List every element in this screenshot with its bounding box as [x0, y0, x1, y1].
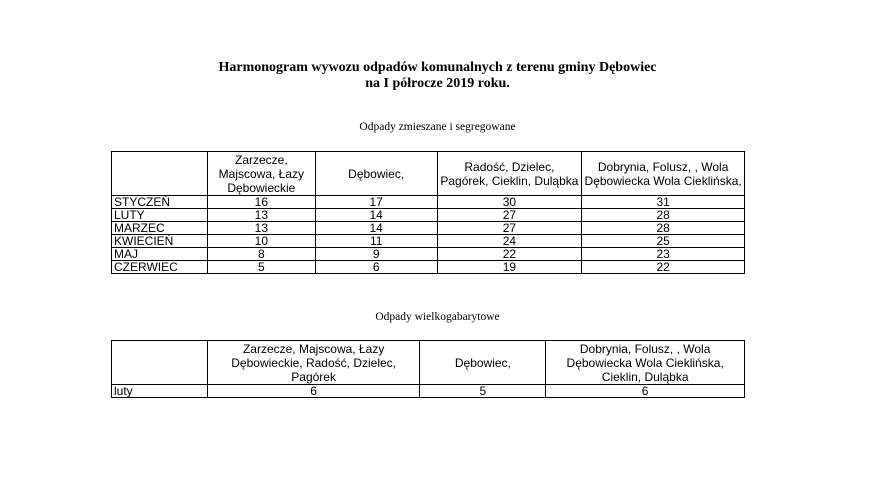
date-cell: 22: [582, 261, 745, 274]
title-line-1: Harmonogram wywozu odpadów komunalnych z terenu gminy Dębowiec: [218, 60, 657, 75]
month-cell: CZERWIEC: [112, 261, 208, 274]
date-cell: 11: [315, 235, 437, 248]
table-header-row: [112, 341, 745, 385]
date-cell: 17: [315, 196, 437, 209]
date-cell: 16: [207, 196, 315, 209]
table-header-row: [112, 152, 745, 196]
table-row: [112, 196, 745, 209]
month-cell: LUTY: [112, 209, 208, 222]
date-cell: 6: [546, 385, 745, 398]
date-cell: 6: [207, 385, 420, 398]
date-cell: 19: [437, 261, 582, 274]
date-cell: 27: [437, 209, 582, 222]
document-title: [0, 60, 875, 92]
month-cell: KWIECIEŃ: [112, 235, 208, 248]
header-cell: Zarzecze, Majscowa, Łazy Dębowieckie: [207, 152, 315, 196]
table-row: [112, 209, 745, 222]
header-cell: [112, 152, 208, 196]
section2-caption: Odpady wielkogabarytowe: [375, 311, 500, 323]
date-cell: 28: [582, 209, 745, 222]
header-cell: Dobrynia, Folusz, , Wola Dębowiecka Wola Cieklińska,: [582, 152, 745, 196]
header-cell: Zarzecze, Majscowa, Łazy Dębowieckie, Radość, Dzielec, Pagórek: [207, 341, 420, 385]
section1-caption: Odpady zmieszane i segregowane: [359, 121, 516, 133]
title-line-2: na I półrocze 2019 roku.: [365, 76, 510, 91]
date-cell: 13: [207, 222, 315, 235]
bulky-waste-schedule-table: [111, 340, 745, 398]
month-cell: STYCZEŃ: [112, 196, 208, 209]
date-cell: 9: [315, 248, 437, 261]
date-cell: 30: [437, 196, 582, 209]
date-cell: 22: [437, 248, 582, 261]
table-row: [112, 235, 745, 248]
month-cell: luty: [112, 385, 208, 398]
header-cell: [112, 341, 208, 385]
header-cell: Radość, Dzielec, Pagórek, Cieklin, Duląbka: [437, 152, 582, 196]
mixed-waste-schedule-table: [111, 151, 745, 274]
date-cell: 8: [207, 248, 315, 261]
date-cell: 10: [207, 235, 315, 248]
month-cell: MARZEC: [112, 222, 208, 235]
header-cell: Dobrynia, Folusz, , Wola Dębowiecka Wola Cieklińska, Cieklin, Duląbka: [546, 341, 745, 385]
table-row: [112, 248, 745, 261]
table-row: [112, 261, 745, 274]
header-cell: Dębowiec,: [315, 152, 437, 196]
header-cell: Dębowiec,: [420, 341, 546, 385]
date-cell: 24: [437, 235, 582, 248]
date-cell: 23: [582, 248, 745, 261]
date-cell: 5: [420, 385, 546, 398]
table-row: [112, 385, 745, 398]
table-row: [112, 222, 745, 235]
date-cell: 5: [207, 261, 315, 274]
month-cell: MAJ: [112, 248, 208, 261]
date-cell: 14: [315, 222, 437, 235]
date-cell: 25: [582, 235, 745, 248]
date-cell: 27: [437, 222, 582, 235]
date-cell: 6: [315, 261, 437, 274]
date-cell: 14: [315, 209, 437, 222]
date-cell: 31: [582, 196, 745, 209]
date-cell: 13: [207, 209, 315, 222]
date-cell: 28: [582, 222, 745, 235]
